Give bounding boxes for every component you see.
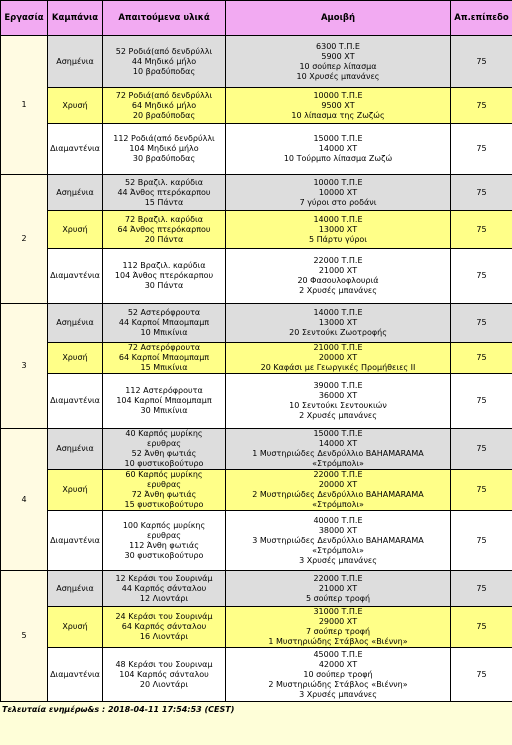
reward-line: 6300 Τ.Π.Ε xyxy=(316,41,360,51)
level-cell: 75 xyxy=(451,607,512,648)
materials-cell xyxy=(103,304,226,343)
material-line: 72 Αστερόφρουτα xyxy=(127,343,201,352)
material-line: 72 Ροδιά(από δενδρύλλι xyxy=(115,90,213,100)
reward-line: 22000 Τ.Π.Ε xyxy=(313,573,363,583)
reward-line: 20000 ΧΤ xyxy=(318,353,358,362)
header-level: Απ.επίπεδο xyxy=(451,1,512,36)
reward-line: 9500 ΧΤ xyxy=(321,100,355,110)
reward-cell xyxy=(226,607,451,648)
reward-line: 10 Σεντούκι Σεντουκιών xyxy=(289,401,387,410)
task-number: 5 xyxy=(1,571,48,702)
material-line: 44 Καρποί Μπαομπαμπ xyxy=(118,318,210,327)
reward-cell xyxy=(226,36,451,88)
reward-line: 2 Χρυσές μπανάνες xyxy=(299,411,377,420)
materials-cell xyxy=(103,511,226,571)
reward-line: 22000 Τ.Π.Ε xyxy=(313,470,363,479)
reward-line: «Στρόμπολι» xyxy=(312,500,364,509)
campaign-cell: Διαμαντένια xyxy=(48,374,103,429)
materials-cell xyxy=(103,88,226,124)
campaign-cell: Χρυσή xyxy=(48,343,103,374)
level-cell: 75 xyxy=(451,36,512,88)
reward-line: 10000 ΧΤ xyxy=(318,187,358,197)
material-line: 16 Λιοντάρι xyxy=(139,632,189,641)
header-task: Εργασία xyxy=(1,1,48,36)
materials-cell xyxy=(103,36,226,88)
table-row xyxy=(1,124,512,175)
reward-line: 2 Μυστηριώδης Στάβλος «Βιέννη» xyxy=(268,679,408,689)
reward-line: 14000 ΧΤ xyxy=(318,144,358,153)
table-row xyxy=(1,511,512,571)
material-line: 64 Καρπός σάνταλου xyxy=(121,622,207,631)
table-row xyxy=(1,304,512,343)
material-line: 10 φυστικοβούτυρο xyxy=(124,459,204,468)
material-line: 52 Άνθη φωτιάς xyxy=(131,449,197,458)
level-cell: 75 xyxy=(451,429,512,470)
reward-line: 10000 Τ.Π.Ε xyxy=(313,90,363,100)
reward-line: 5 Πάρτυ γύροι xyxy=(308,234,368,244)
material-line: 48 Κεράσι του Σουριναμ xyxy=(115,659,213,669)
level-cell: 75 xyxy=(451,88,512,124)
reward-line: 10 σούπερ τροφή xyxy=(303,669,373,679)
material-line: 112 Ροδιά(από δενδρύλλι xyxy=(113,134,215,143)
reward-cell xyxy=(226,175,451,211)
table-row xyxy=(1,429,512,470)
table-row xyxy=(1,470,512,511)
material-line: 30 βραδύποδας xyxy=(132,154,196,163)
campaign-cell: Διαμαντένια xyxy=(48,648,103,702)
table-row xyxy=(1,36,512,88)
material-line: ερυθρας xyxy=(147,439,181,448)
reward-line: 2 Μυστηριώδες Δενδρύλλιο BAHAMARAMA xyxy=(252,490,424,499)
material-line: 104 Καρπός σάνταλου xyxy=(119,669,209,679)
reward-line: 20 Φασουλοφλουριά xyxy=(297,276,379,285)
reward-line: 5900 ΧΤ xyxy=(321,51,355,61)
reward-cell xyxy=(226,429,451,470)
material-line: ερυθρας xyxy=(147,530,181,540)
materials-cell xyxy=(103,571,226,607)
level-cell: 75 xyxy=(451,511,512,571)
material-line: 24 Κεράσι του Σουρινάμ xyxy=(115,612,213,621)
reward-line: 10 σούπερ λίπασμα xyxy=(299,61,377,71)
material-line: 60 Καρπός μυρίκης xyxy=(125,470,203,479)
reward-line: 21000 Τ.Π.Ε xyxy=(313,343,363,352)
task-number: 3 xyxy=(1,304,48,429)
level-cell: 75 xyxy=(451,571,512,607)
table-body xyxy=(1,36,512,702)
material-line: 10 Μπικίνια xyxy=(140,328,188,337)
materials-cell xyxy=(103,648,226,702)
campaign-cell: Ασημένια xyxy=(48,36,103,88)
table-row xyxy=(1,648,512,702)
table-row xyxy=(1,343,512,374)
reward-cell xyxy=(226,304,451,343)
table-row xyxy=(1,607,512,648)
reward-cell xyxy=(226,470,451,511)
level-cell: 75 xyxy=(451,249,512,304)
reward-line: 20 Σεντούκι Ζωοτροφής xyxy=(289,328,387,337)
level-cell: 75 xyxy=(451,648,512,702)
reward-line: 3 Μυστηριώδες Δενδρύλλιο BAHAMARAMA xyxy=(252,535,424,545)
header-campaign: Καμπάνια xyxy=(48,1,103,36)
reward-line: «Στρόμπολι» xyxy=(312,459,364,468)
material-line: 112 Άνθη φωτιάς xyxy=(129,540,199,550)
material-line: 12 Κεράσι του Σουρινάμ xyxy=(115,573,213,583)
last-updated: Τελευταία ενημέρω&s : 2018-04-11 17:54:53 (CEST) xyxy=(2,705,235,714)
level-cell: 75 xyxy=(451,470,512,511)
material-line: 20 Λιοντάρι xyxy=(139,679,189,689)
material-line: 12 Λιοντάρι xyxy=(139,593,189,603)
material-line: 20 Πάντα xyxy=(144,234,184,244)
materials-cell xyxy=(103,374,226,429)
reward-cell xyxy=(226,648,451,702)
reward-line: 10 Τούρμπο λίπασμα Ζωζώ xyxy=(283,154,393,163)
campaign-cell: Ασημένια xyxy=(48,175,103,211)
material-line: 52 Αστερόφρουτα xyxy=(127,308,201,317)
reward-line: 10 Χρυσές μπανάνες xyxy=(296,71,380,81)
material-line: 64 Καρποί Μπαομπαμπ xyxy=(118,353,210,362)
campaign-cell: Ασημένια xyxy=(48,429,103,470)
level-cell: 75 xyxy=(451,343,512,374)
material-line: 30 φυστικοβούτυρο xyxy=(124,550,204,560)
campaign-cell: Διαμαντένια xyxy=(48,124,103,175)
materials-cell xyxy=(103,343,226,374)
reward-line: 15000 Τ.Π.Ε xyxy=(313,429,363,438)
reward-line: 20000 ΧΤ xyxy=(318,480,358,489)
reward-line: 14000 ΧΤ xyxy=(318,439,358,448)
reward-line: 7 σούπερ τροφή xyxy=(305,627,371,636)
header-reward: Αμοιβή xyxy=(226,1,451,36)
material-line: 64 Μηδικό μήλο xyxy=(131,100,197,110)
material-line: 10 βραδύποδας xyxy=(132,66,196,76)
table-row xyxy=(1,211,512,249)
reward-line: 20 Καφάσι με Γεωργικές Προμήθειες II xyxy=(260,363,416,372)
reward-line: 3 Χρυσές μπανάνες xyxy=(299,555,377,565)
reward-line: 36000 ΧΤ xyxy=(318,391,358,400)
level-cell: 75 xyxy=(451,124,512,175)
material-line: 52 Βραζιλ. καρύδια xyxy=(124,177,203,187)
campaign-cell: Ασημένια xyxy=(48,304,103,343)
reward-line: 29000 ΧΤ xyxy=(318,617,358,626)
material-line: 30 Μπικίνια xyxy=(140,406,188,415)
reward-line: 21000 ΧΤ xyxy=(318,266,358,275)
reward-line: 45000 Τ.Π.Ε xyxy=(313,649,363,659)
task-number: 2 xyxy=(1,175,48,304)
reward-line: 14000 Τ.Π.Ε xyxy=(313,214,363,224)
material-line: 44 Μηδικό μήλο xyxy=(131,56,197,66)
material-line: 104 Μηδικό μήλο xyxy=(129,144,199,153)
level-cell: 75 xyxy=(451,211,512,249)
campaign-cell: Χρυσή xyxy=(48,211,103,249)
level-cell: 75 xyxy=(451,374,512,429)
material-line: 20 βραδύποδας xyxy=(132,110,196,120)
reward-line: 13000 ΧΤ xyxy=(318,224,358,234)
reward-line: 42000 ΧΤ xyxy=(318,659,358,669)
reward-line: 39000 Τ.Π.Ε xyxy=(313,381,363,390)
level-cell: 75 xyxy=(451,304,512,343)
campaign-cell: Ασημένια xyxy=(48,571,103,607)
level-cell: 75 xyxy=(451,175,512,211)
material-line: 112 Βραζιλ. καρύδια xyxy=(122,261,206,270)
material-line: 52 Ροδιά(από δενδρύλλι xyxy=(115,46,213,56)
table-row xyxy=(1,249,512,304)
reward-cell xyxy=(226,124,451,175)
header-materials: Απαιτούμενα υλικά xyxy=(103,1,226,36)
material-line: 104 Καρποί Μπαομπαμπ xyxy=(116,396,212,405)
reward-line: 13000 ΧΤ xyxy=(318,318,358,327)
material-line: 40 Καρπός μυρίκης xyxy=(125,429,203,438)
material-line: 44 Άνθος πτερόκαρπου xyxy=(117,187,211,197)
material-line: 104 Άνθος πτερόκαρπου xyxy=(114,271,214,280)
materials-cell xyxy=(103,249,226,304)
reward-cell xyxy=(226,343,451,374)
materials-cell xyxy=(103,429,226,470)
material-line: 72 Βραζιλ. καρύδια xyxy=(124,214,203,224)
reward-line: 10 λίπασμα της Ζωζώς xyxy=(291,110,385,120)
header-row xyxy=(1,1,512,36)
materials-cell xyxy=(103,470,226,511)
campaign-cell: Διαμαντένια xyxy=(48,511,103,571)
reward-line: 22000 Τ.Π.Ε xyxy=(313,256,363,265)
reward-line: 38000 ΧΤ xyxy=(318,525,358,535)
material-line: 30 Πάντα xyxy=(144,281,184,290)
table-row xyxy=(1,175,512,211)
material-line: 44 Καρπός σάνταλου xyxy=(121,583,207,593)
reward-line: 14000 Τ.Π.Ε xyxy=(313,308,363,317)
reward-line: 5 σούπερ τροφή xyxy=(305,593,371,603)
material-line: ερυθρας xyxy=(147,480,181,489)
material-line: 112 Αστερόφρουτα xyxy=(125,386,203,395)
reward-cell xyxy=(226,249,451,304)
material-line: 15 φυστικοβούτυρο xyxy=(124,500,204,509)
task-number: 1 xyxy=(1,36,48,175)
reward-line: 40000 Τ.Π.Ε xyxy=(313,515,363,525)
reward-line: 7 γύροι στο ροδάνι xyxy=(299,197,377,207)
reward-line: 1 Μυστηριώδες Δενδρύλλιο BAHAMARAMA xyxy=(252,449,424,458)
materials-cell xyxy=(103,211,226,249)
materials-cell xyxy=(103,175,226,211)
reward-cell xyxy=(226,374,451,429)
reward-line: 2 Χρυσές μπανάνες xyxy=(299,286,377,295)
materials-cell xyxy=(103,607,226,648)
reward-line: 1 Μυστηριώδης Στάβλος «Βιέννη» xyxy=(268,637,408,646)
campaign-cell: Διαμαντένια xyxy=(48,249,103,304)
table-row xyxy=(1,571,512,607)
task-number: 4 xyxy=(1,429,48,571)
reward-cell xyxy=(226,571,451,607)
material-line: 15 Μπικίνια xyxy=(140,363,188,372)
campaign-cell: Χρυσή xyxy=(48,88,103,124)
materials-cell xyxy=(103,124,226,175)
reward-cell xyxy=(226,511,451,571)
material-line: 64 Άνθος πτερόκαρπου xyxy=(117,224,211,234)
reward-cell xyxy=(226,211,451,249)
campaign-cell: Χρυσή xyxy=(48,607,103,648)
reward-line: 15000 Τ.Π.Ε xyxy=(313,134,363,143)
reward-line: 3 Χρυσές μπανάνες xyxy=(299,689,377,699)
reward-line: 10000 Τ.Π.Ε xyxy=(313,177,363,187)
table-row xyxy=(1,88,512,124)
reward-line: 21000 ΧΤ xyxy=(318,583,358,593)
reward-cell xyxy=(226,88,451,124)
table-row xyxy=(1,374,512,429)
campaign-cell: Χρυσή xyxy=(48,470,103,511)
material-line: 72 Άνθη φωτιάς xyxy=(131,490,197,499)
material-line: 100 Καρπός μυρίκης xyxy=(122,520,206,530)
reward-line: «Στρόμπολι» xyxy=(312,545,364,555)
reward-line: 31000 Τ.Π.Ε xyxy=(313,607,363,616)
material-line: 15 Πάντα xyxy=(144,197,184,207)
